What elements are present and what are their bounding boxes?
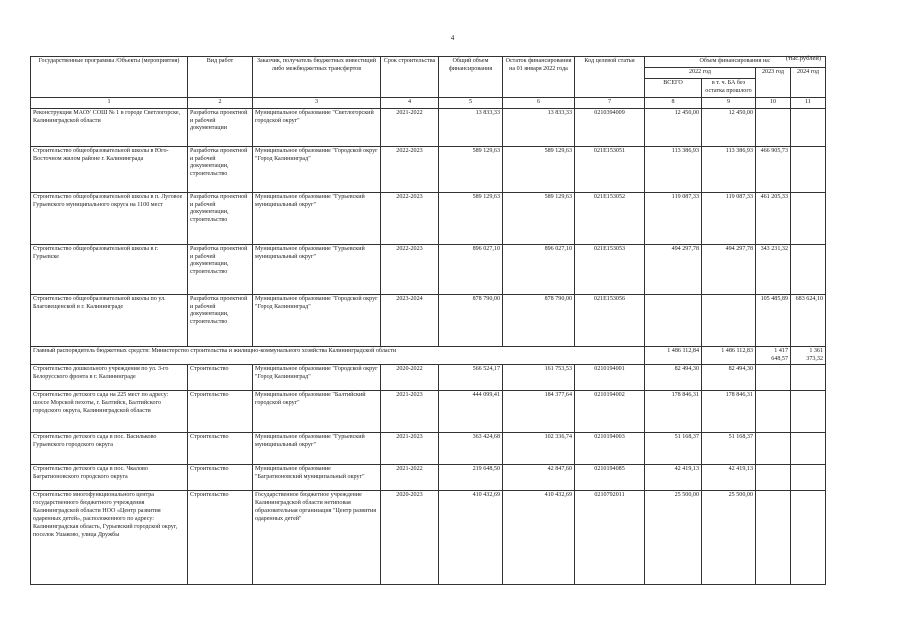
- object-name: Строительство общеобразовательной школы в г. Гурьевске: [31, 244, 188, 294]
- target-code: 0210792011: [575, 491, 645, 585]
- term: 2022-2023: [381, 146, 439, 192]
- header-program: Государственные программы /Объекты (мероприятия): [31, 57, 188, 98]
- amount-2023: 461 205,33: [756, 192, 791, 244]
- amount-2022: 113 386,93: [645, 146, 702, 192]
- amount-2023: [756, 108, 791, 146]
- term: 2021-2023: [381, 391, 439, 433]
- amount-2024: [791, 465, 826, 491]
- header-total: Общий объем финансирования: [439, 57, 503, 98]
- amount-2022-ba: 119 087,33: [702, 192, 756, 244]
- amount-2023: [756, 465, 791, 491]
- work-type: Строительство: [188, 491, 253, 585]
- header-volume: Объем финансирования на:: [645, 57, 826, 68]
- object-name: Строительство детского сада в пос. Васильково Гурьевского городского округа: [31, 433, 188, 465]
- term: 2022-2023: [381, 244, 439, 294]
- total-amount: 878 790,00: [439, 294, 503, 346]
- target-code: 021E153051: [575, 146, 645, 192]
- work-type: Разработка проектной и рабочей документации: [188, 108, 253, 146]
- customer: Муниципальное образование "Городской округ "Город Калининград": [253, 294, 381, 346]
- total-amount: 566 524,17: [439, 365, 503, 391]
- header-work-type: Вид работ: [188, 57, 253, 98]
- object-name: Строительство общеобразовательной школы в Юго-Восточном жилом районе г. Калининграда: [31, 146, 188, 192]
- amount-2024: [791, 365, 826, 391]
- work-type: Разработка проектной и рабочей документации, строительство: [188, 294, 253, 346]
- amount-2024: [791, 433, 826, 465]
- amount-2022-ba: 113 386,93: [702, 146, 756, 192]
- amount-2024: 683 624,10: [791, 294, 826, 346]
- object-name: Реконструкция МАОУ СОШ № 1 в городе Светлогорске, Калининградской области: [31, 108, 188, 146]
- target-code: 0210394009: [575, 108, 645, 146]
- column-number: 5: [439, 97, 503, 108]
- amount-2022-ba: 82 494,30: [702, 365, 756, 391]
- amount-2023: [756, 491, 791, 585]
- amount-2022: [645, 294, 702, 346]
- amount-2024: [791, 491, 826, 585]
- target-code: 0210194002: [575, 391, 645, 433]
- object-name: Строительство дошкольного учреждения по ул. 3-го Белорусского фронта в г. Калининграде: [31, 365, 188, 391]
- table-row: [31, 108, 826, 146]
- section-amount-v22: 1 486 112,84: [645, 346, 702, 365]
- customer: Муниципальное образование "Городской округ "Город Калининград": [253, 146, 381, 192]
- amount-2024: [791, 146, 826, 192]
- amount-2024: [791, 108, 826, 146]
- page-number: 4: [450, 34, 455, 42]
- section-amount-v24: 1 361 373,32: [791, 346, 826, 365]
- amount-2022: 42 419,13: [645, 465, 702, 491]
- total-amount: 219 648,50: [439, 465, 503, 491]
- amount-2022: 119 087,33: [645, 192, 702, 244]
- amount-2022-ba: 25 500,00: [702, 491, 756, 585]
- table-row: [31, 491, 826, 585]
- term: 2022-2023: [381, 192, 439, 244]
- amount-2023: [756, 365, 791, 391]
- customer: Государственное бюджетное учреждение Калининградской области нетиповая образовательная организация "Центр развития одаренных детей": [253, 491, 381, 585]
- remainder-amount: 589 129,63: [503, 146, 575, 192]
- units-note: (тыс.рублей): [785, 55, 821, 62]
- amount-2023: 343 231,32: [756, 244, 791, 294]
- total-amount: 589 129,63: [439, 192, 503, 244]
- table-row: [31, 244, 826, 294]
- column-number: 2: [188, 97, 253, 108]
- work-type: Разработка проектной и рабочей документации, строительство: [188, 244, 253, 294]
- column-number: 10: [756, 97, 791, 108]
- table-row: [31, 391, 826, 433]
- work-type: Разработка проектной и рабочей документации, строительство: [188, 192, 253, 244]
- remainder-amount: 102 336,74: [503, 433, 575, 465]
- table-row: [31, 365, 826, 391]
- table-row: [31, 146, 826, 192]
- amount-2023: [756, 433, 791, 465]
- term: 2020-2023: [381, 491, 439, 585]
- total-amount: 589 129,63: [439, 146, 503, 192]
- amount-2023: [756, 391, 791, 433]
- amount-2022-ba: 42 419,13: [702, 465, 756, 491]
- amount-2022-ba: [702, 294, 756, 346]
- total-amount: 13 833,33: [439, 108, 503, 146]
- target-code: 021E153052: [575, 192, 645, 244]
- customer: Муниципальное образование "Светлогорский городской округ": [253, 108, 381, 146]
- budget-table: [30, 56, 826, 585]
- header-term: Срок строительства: [381, 57, 439, 98]
- work-type: Строительство: [188, 365, 253, 391]
- amount-2022: 178 846,31: [645, 391, 702, 433]
- amount-2024: [791, 244, 826, 294]
- term: 2021-2022: [381, 465, 439, 491]
- header-customer: Заказчик, получатель бюджетных инвестиций либо межбюджетных трансфертов: [253, 57, 381, 98]
- section-amount-v22b: 1 486 112,83: [702, 346, 756, 365]
- remainder-amount: 42 847,60: [503, 465, 575, 491]
- amount-2022-ba: 12 450,00: [702, 108, 756, 146]
- customer: Муниципальное образование "Гурьевский муниципальный округ": [253, 244, 381, 294]
- customer: Муниципальное образование "Балтийский городской округ": [253, 391, 381, 433]
- term: 2023-2024: [381, 294, 439, 346]
- target-code: 0210194001: [575, 365, 645, 391]
- object-name: Строительство многофункционального центра государственного бюджетного учреждения Калининградской области НОО «Центр развития одаренных детей», расположенного по адресу: Калининградская область, Гурьевский городской округ, поселок Ушаково, улица Дружбы: [31, 491, 188, 585]
- work-type: Строительство: [188, 465, 253, 491]
- section-row: [31, 346, 826, 365]
- column-number: 3: [253, 97, 381, 108]
- amount-2022-ba: 494 297,78: [702, 244, 756, 294]
- amount-2022: 494 297,78: [645, 244, 702, 294]
- target-code: 0210194003: [575, 433, 645, 465]
- remainder-amount: 161 753,53: [503, 365, 575, 391]
- header-row: [31, 57, 826, 68]
- object-name: Строительство детского сада на 225 мест по адресу: шоссе Морской пехоты, г. Балтийск, Балтийского городского округа, Калининградской области: [31, 391, 188, 433]
- total-amount: 444 099,41: [439, 391, 503, 433]
- amount-2022-ba: 51 168,37: [702, 433, 756, 465]
- total-amount: 410 432,69: [439, 491, 503, 585]
- header-2022: 2022 год: [645, 67, 756, 78]
- object-name: Строительство детского сада в пос. Чкалово Багратионовского городского округа: [31, 465, 188, 491]
- remainder-amount: 896 027,10: [503, 244, 575, 294]
- header-remainder: Остаток финансирования на 01 января 2022 года: [503, 57, 575, 98]
- object-name: Строительство общеобразовательной школы по ул. Благовещенской в г. Калининграде: [31, 294, 188, 346]
- amount-2022: 51 168,37: [645, 433, 702, 465]
- section-amount-v23: 1 417 648,57: [756, 346, 791, 365]
- customer: Муниципальное образование "Багратионовский муниципальный округ": [253, 465, 381, 491]
- work-type: Строительство: [188, 433, 253, 465]
- column-number: 7: [575, 97, 645, 108]
- table-row: [31, 294, 826, 346]
- total-amount: 896 027,10: [439, 244, 503, 294]
- table-row: [31, 465, 826, 491]
- remainder-amount: 410 432,69: [503, 491, 575, 585]
- amount-2024: [791, 391, 826, 433]
- amount-2023: 105 485,89: [756, 294, 791, 346]
- remainder-amount: 589 129,63: [503, 192, 575, 244]
- total-amount: 363 424,68: [439, 433, 503, 465]
- column-number: 6: [503, 97, 575, 108]
- column-number: 4: [381, 97, 439, 108]
- table-row: [31, 192, 826, 244]
- object-name: Строительство общеобразовательной школы в п. Луговое Гурьевского муниципального округа на 1100 мест: [31, 192, 188, 244]
- term: 2020-2022: [381, 365, 439, 391]
- column-number: 11: [791, 97, 826, 108]
- work-type: Разработка проектной и рабочей документации, строительство: [188, 146, 253, 192]
- amount-2024: [791, 192, 826, 244]
- header-code: Код целевой статьи: [575, 57, 645, 98]
- remainder-amount: 13 833,33: [503, 108, 575, 146]
- work-type: Строительство: [188, 391, 253, 433]
- term: 2021-2022: [381, 108, 439, 146]
- customer: Муниципальное образование "Гурьевский муниципальный округ": [253, 433, 381, 465]
- column-numbers-row: [31, 97, 826, 108]
- column-number: 9: [702, 97, 756, 108]
- amount-2022-ba: 178 846,31: [702, 391, 756, 433]
- amount-2022: 25 500,00: [645, 491, 702, 585]
- customer: Муниципальное образование "Городской округ "Город Калининград": [253, 365, 381, 391]
- table-row: [31, 433, 826, 465]
- term: 2021-2023: [381, 433, 439, 465]
- amount-2022: 82 494,30: [645, 365, 702, 391]
- header-incl: в т. ч. БА без остатка прошлого: [702, 78, 756, 97]
- column-number: 8: [645, 97, 702, 108]
- customer: Муниципальное образование "Гурьевский муниципальный округ": [253, 192, 381, 244]
- header-all: ВСЕГО: [645, 78, 702, 97]
- target-code: 021E153056: [575, 294, 645, 346]
- column-number: 1: [31, 97, 188, 108]
- amount-2023: 466 905,73: [756, 146, 791, 192]
- target-code: 021E153053: [575, 244, 645, 294]
- header-2024: 2024 год: [791, 67, 826, 97]
- target-code: 0210194085: [575, 465, 645, 491]
- remainder-amount: 878 790,00: [503, 294, 575, 346]
- remainder-amount: 184 377,64: [503, 391, 575, 433]
- amount-2022: 12 450,00: [645, 108, 702, 146]
- header-2023: 2023 год: [756, 67, 791, 97]
- section-title: Главный распорядитель бюджетных средств: Министерство строительства и жилищно-коммунального хозяйства Калининградской области: [31, 346, 645, 365]
